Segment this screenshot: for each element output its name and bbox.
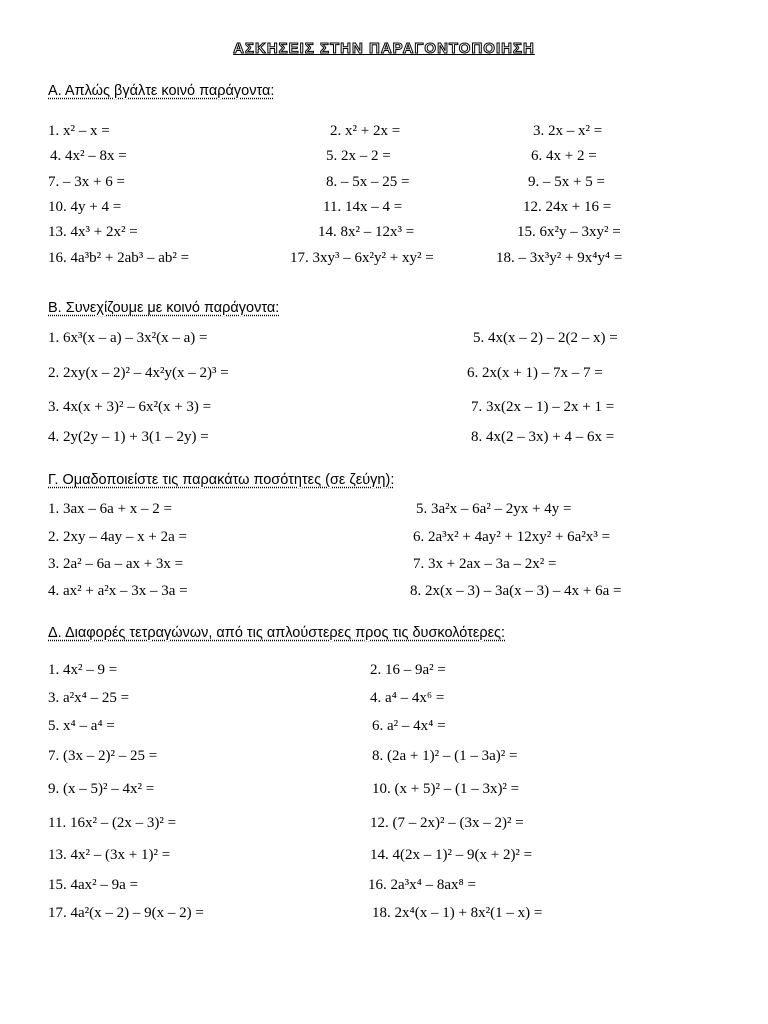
exercise-d-14: 14. 4(2x – 1)² – 9(x + 2)² = [370,847,533,863]
exercise-d-1: 1. 4x² – 9 = [48,662,118,678]
exercise-d-2: 2. 16 – 9a² = [370,662,446,678]
exercise-d-10: 10. (x + 5)² – (1 – 3x)² = [372,781,520,797]
section-b-heading: Β. Συνεχίζουμε με κοινό παράγοντα: [48,300,280,316]
exercise-a-13: 13. 4x³ + 2x² = [48,224,138,240]
exercise-b-6: 6. 2x(x + 1) – 7x – 7 = [467,365,603,381]
exercise-a-9: 9. – 5x + 5 = [528,174,605,190]
exercise-b-3: 3. 4x(x + 3)² – 6x²(x + 3) = [48,399,212,415]
exercise-c-6: 6. 2a³x² + 4ay² + 12xy² + 6a²x³ = [413,529,611,545]
exercise-c-1: 1. 3ax – 6a + x – 2 = [48,501,172,517]
exercise-a-15: 15. 6x²y – 3xy² = [517,224,621,240]
exercise-b-7: 7. 3x(2x – 1) – 2x + 1 = [471,399,615,415]
exercise-b-4: 4. 2y(2y – 1) + 3(1 – 2y) = [48,429,209,445]
exercise-d-17: 17. 4a²(x – 2) – 9(x – 2) = [48,905,204,921]
exercise-a-8: 8. – 5x – 25 = [326,174,410,190]
exercise-a-2: 2. x² + 2x = [330,123,401,139]
exercise-a-14: 14. 8x² – 12x³ = [318,224,415,240]
page-title: ΑΣΚΗΣΕΙΣ ΣΤΗΝ ΠΑΡΑΓΟΝΤΟΠΟΙΗΣΗ [233,40,535,57]
exercise-a-18: 18. – 3x³y² + 9x⁴y⁴ = [496,250,623,266]
exercise-c-7: 7. 3x + 2ax – 3a – 2x² = [413,556,557,572]
exercise-c-5: 5. 3a²x – 6a² – 2yx + 4y = [416,501,572,517]
exercise-a-1: 1. x² – x = [48,123,110,139]
section-c-heading: Γ. Ομαδοποιείστε τις παρακάτω ποσότητες (σε ζεύγη): [48,472,395,488]
exercise-c-4: 4. ax² + a²x – 3x – 3a = [48,583,188,599]
exercise-d-4: 4. a⁴ – 4x⁶ = [370,690,445,706]
exercise-d-8: 8. (2a + 1)² – (1 – 3a)² = [372,748,518,764]
exercise-a-5: 5. 2x – 2 = [326,148,391,164]
exercise-d-18: 18. 2x⁴(x – 1) + 8x²(1 – x) = [372,905,543,921]
exercise-d-13: 13. 4x² – (3x + 1)² = [48,847,171,863]
exercise-a-11: 11. 14x – 4 = [323,199,403,215]
section-a-heading: Α. Απλώς βγάλτε κοινό παράγοντα: [48,83,275,99]
exercise-b-1: 1. 6x³(x – a) – 3x²(x – a) = [48,330,208,346]
exercise-d-16: 16. 2a³x⁴ – 8ax⁸ = [368,877,476,893]
exercise-d-12: 12. (7 – 2x)² – (3x – 2)² = [370,815,524,831]
exercise-a-3: 3. 2x – x² = [533,123,603,139]
exercise-d-15: 15. 4ax² – 9a = [48,877,139,893]
exercise-b-2: 2. 2xy(x – 2)² – 4x²y(x – 2)³ = [48,365,229,381]
exercise-a-17: 17. 3xy³ – 6x²y² + xy² = [290,250,434,266]
exercise-d-9: 9. (x – 5)² – 4x² = [48,781,155,797]
exercise-d-3: 3. a²x⁴ – 25 = [48,690,130,706]
exercise-c-2: 2. 2xy – 4ay – x + 2a = [48,529,187,545]
section-d-heading: Δ. Διαφορές τετραγώνων, από τις απλούστερες προς τις δυσκολότερες: [48,625,506,641]
exercise-a-10: 10. 4y + 4 = [48,199,122,215]
exercise-c-3: 3. 2a² – 6a – ax + 3x = [48,556,184,572]
exercise-a-4: 4. 4x² – 8x = [50,148,127,164]
exercise-d-6: 6. a² – 4x⁴ = [372,718,446,734]
exercise-b-8: 8. 4x(2 – 3x) + 4 – 6x = [471,429,615,445]
exercise-d-7: 7. (3x – 2)² – 25 = [48,748,158,764]
exercise-c-8: 8. 2x(x – 3) – 3a(x – 3) – 4x + 6a = [410,583,622,599]
exercise-d-5: 5. x⁴ – a⁴ = [48,718,115,734]
exercise-a-12: 12. 24x + 16 = [523,199,612,215]
exercise-b-5: 5. 4x(x – 2) – 2(2 – x) = [473,330,618,346]
exercise-a-16: 16. 4a³b² + 2ab³ – ab² = [48,250,190,266]
exercise-a-6: 6. 4x + 2 = [531,148,597,164]
exercise-a-7: 7. – 3x + 6 = [48,174,125,190]
exercise-d-11: 11. 16x² – (2x – 3)² = [48,815,177,831]
